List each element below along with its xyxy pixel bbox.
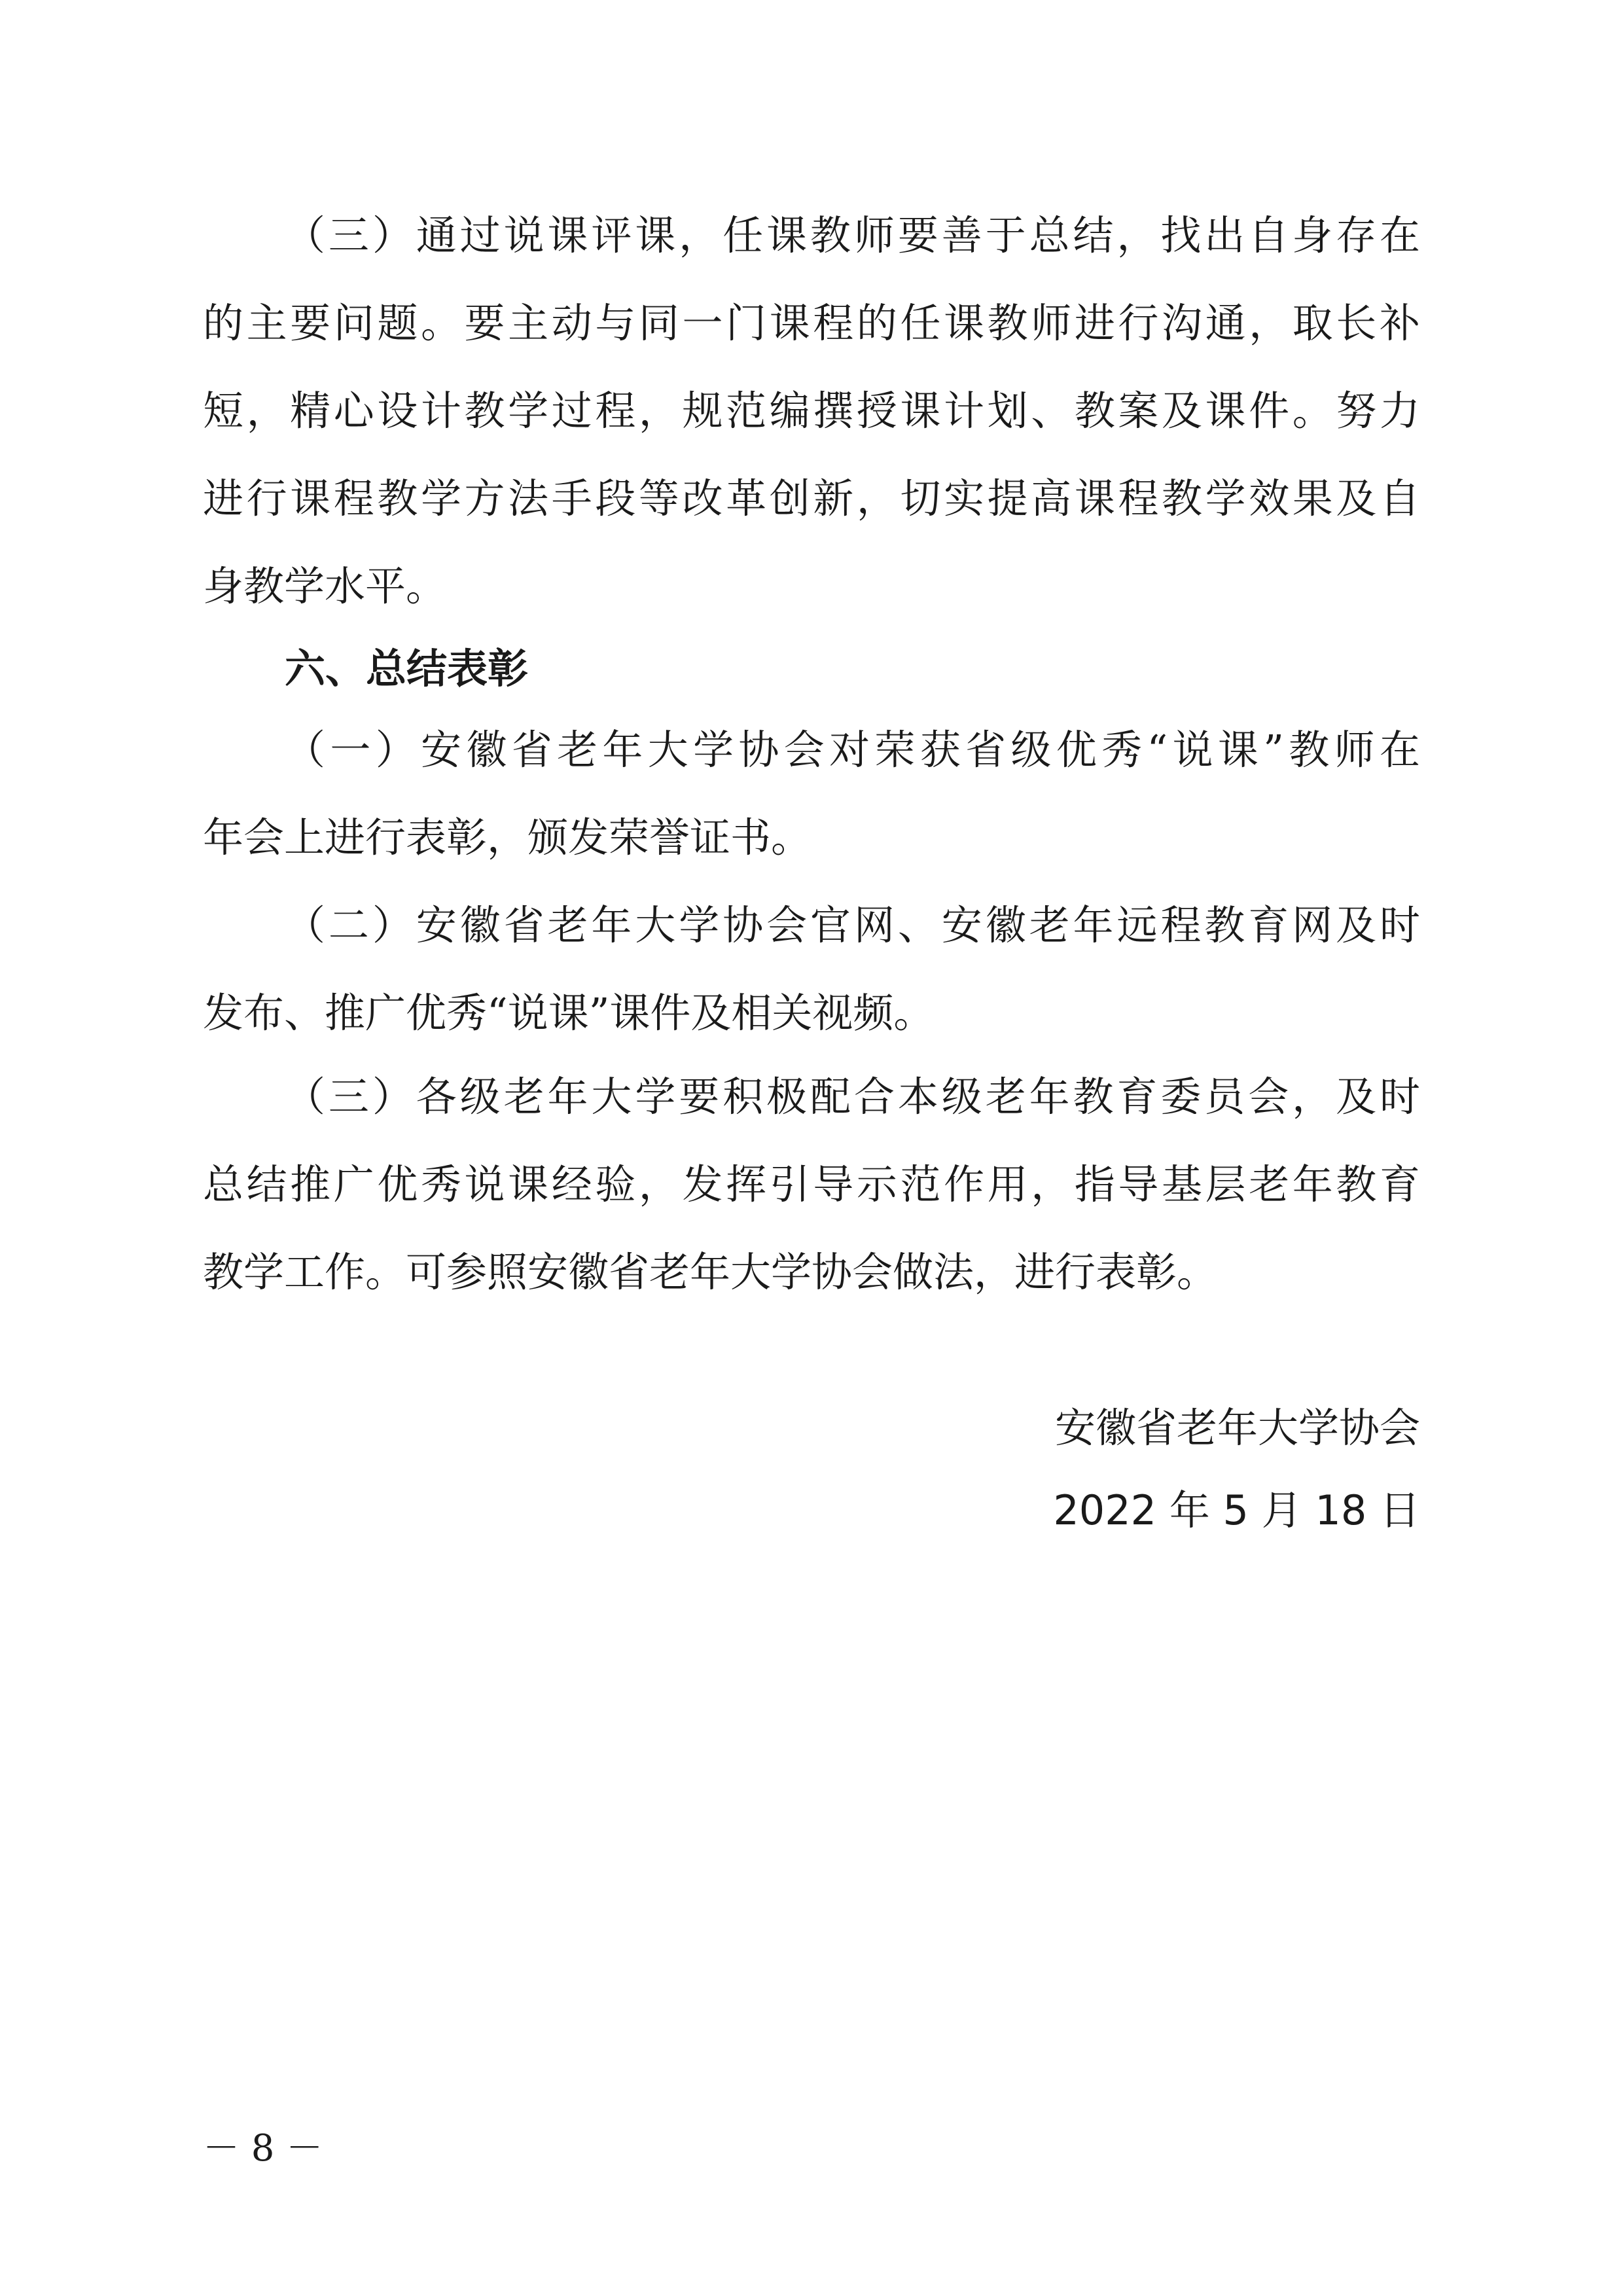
paragraph-line: （一）安徽省老年大学协会对荣获省级优秀“说课”教师在 [285,726,1420,774]
paragraph-line: 短，精心设计教学过程，规范编撰授课计划、教案及课件。努力 [203,387,1420,435]
paragraph-line: 教学工作。可参照安徽省老年大学协会做法，进行表彰。 [203,1248,1218,1296]
paragraph-line: （三）各级老年大学要积极配合本级老年教育委员会，及时 [285,1073,1420,1121]
signature-date: 2022 年 5 月 18 日 [1053,1486,1420,1534]
page-number: － 8 － [203,2127,323,2170]
paragraph-line: 的主要问题。要主动与同一门课程的任课教师进行沟通，取长补 [203,299,1420,347]
paragraph-line: （二）安徽省老年大学协会官网、安徽老年远程教育网及时 [285,901,1420,949]
paragraph-line: 总结推广优秀说课经验，发挥引导示范作用，指导基层老年教育 [203,1160,1420,1208]
paragraph-line: 身教学水平。 [203,562,447,610]
signature-organization: 安徽省老年大学协会 [1054,1404,1420,1452]
paragraph-line: 发布、推广优秀“说课”课件及相关视频。 [203,989,935,1037]
paragraph-line: （三）通过说课评课，任课教师要善于总结，找出自身存在 [285,211,1420,259]
paragraph-line: 进行课程教学方法手段等改革创新，切实提高课程教学效果及自 [203,475,1420,522]
section-heading: 六、总结表彰 [285,645,529,692]
paragraph-line: 年会上进行表彰，颁发荣誉证书。 [203,814,812,861]
